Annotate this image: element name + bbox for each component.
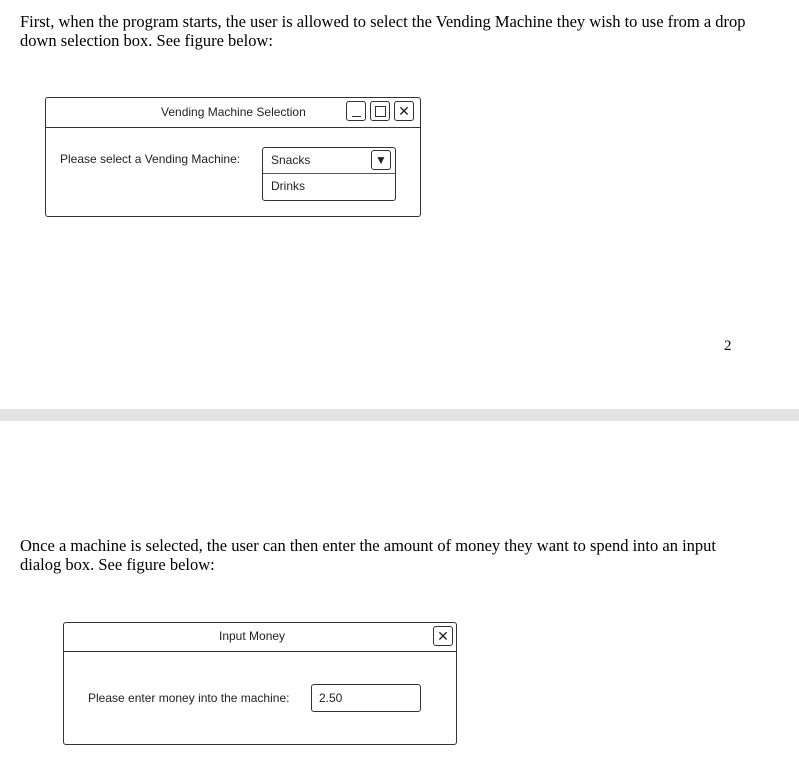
minimize-icon [352, 116, 361, 117]
intro-paragraph: First, when the program starts, the user is allowed to select the Vending Machine they wish to use from a drop down selection box. See figure below: [20, 12, 746, 50]
dropdown-arrow-button[interactable] [371, 150, 391, 170]
minimize-button[interactable] [346, 101, 366, 121]
page-number: 2 [724, 338, 732, 354]
title-bar [64, 623, 456, 652]
money-paragraph: Once a machine is selected, the user can then enter the amount of money they want to spend into an input dialog box. See figure below: [20, 536, 716, 574]
close-icon: ✕ [437, 628, 449, 644]
money-input-value: 2.50 [319, 691, 343, 705]
input-money-dialog [63, 622, 457, 745]
machine-dropdown[interactable] [262, 147, 396, 201]
money-input[interactable] [311, 684, 421, 712]
maximize-button[interactable] [370, 101, 390, 121]
close-button[interactable] [394, 101, 414, 121]
dropdown-selected: Snacks [271, 153, 311, 167]
money-label: Please enter money into the machine: [88, 691, 290, 705]
page-break [0, 409, 799, 421]
maximize-icon [375, 106, 386, 117]
dropdown-option-drinks[interactable]: Drinks [271, 179, 306, 193]
dialog-title: Input Money [219, 629, 286, 643]
machine-label: Please select a Vending Machine: [60, 152, 241, 166]
close-icon: ✕ [398, 103, 410, 119]
title-bar [46, 98, 420, 128]
dialog-title: Vending Machine Selection [161, 105, 306, 119]
vending-machine-selection-dialog [45, 97, 421, 217]
close-button[interactable] [433, 626, 453, 646]
chevron-down-icon: ▼ [375, 153, 387, 167]
